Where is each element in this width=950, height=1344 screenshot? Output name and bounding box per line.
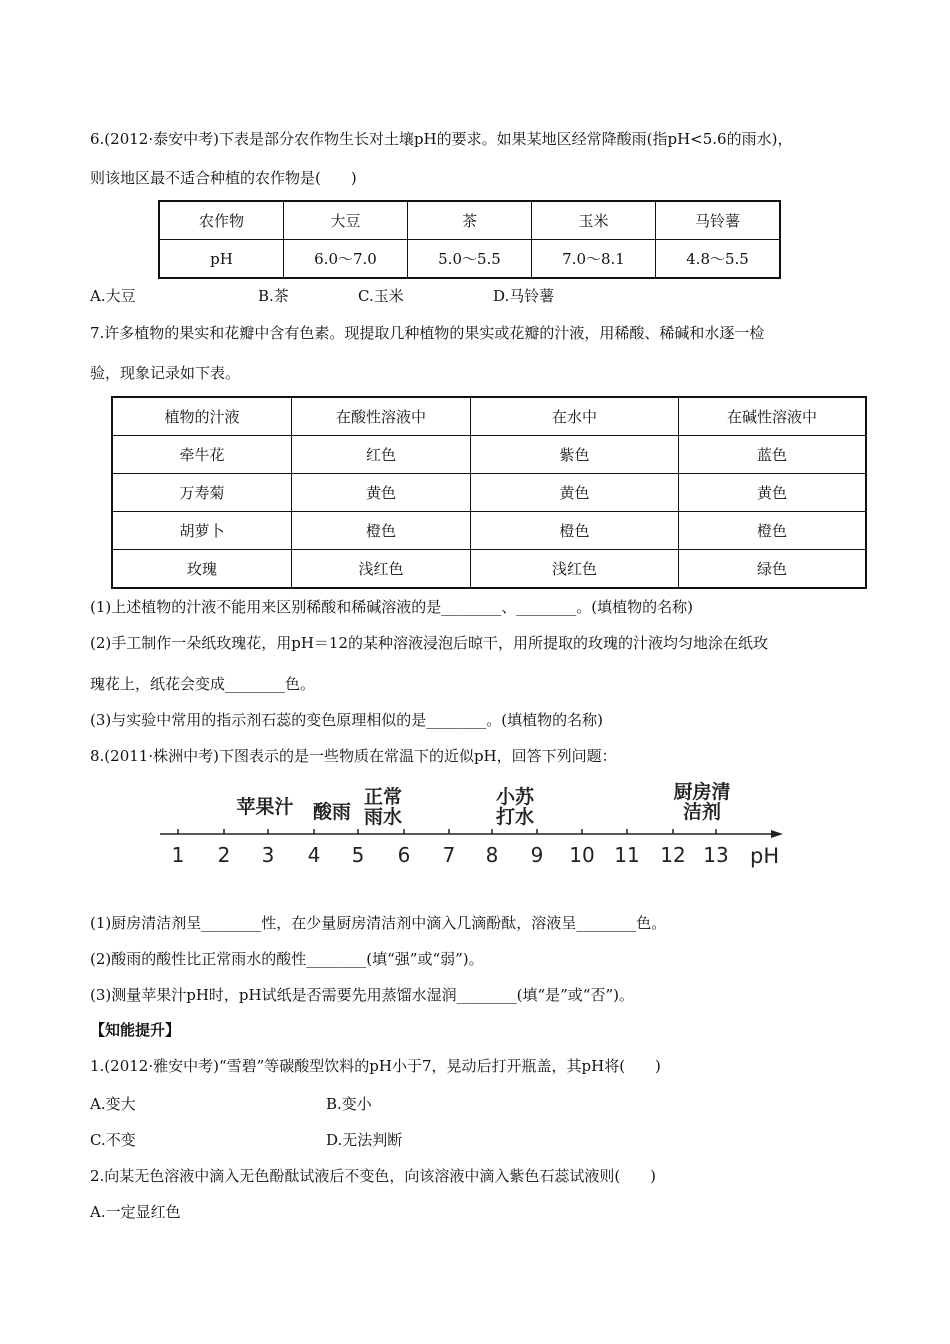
ph-tick-label: 7 [442,843,456,867]
section-q2: 2.向某无色溶液中滴入无色酚酞试液后不变色，向该溶液中滴入紫色石蕊试液则( ) [90,1167,657,1185]
ph-tick-label: 2 [217,843,231,867]
ph-substance-label: 酸雨 [312,801,352,823]
ph-tick-label: 4 [307,843,321,867]
table-row [112,550,866,589]
table-cell: pH [159,240,284,279]
q6-option-c: C.玉米 [358,287,404,305]
table-row [159,240,780,279]
section-q2-option-a: A.一定显红色 [90,1203,181,1221]
ph-tick-label: 6 [397,843,411,867]
q6-stem-line2: 则该地区最不适合种植的农作物是( ) [90,169,357,187]
table-cell: 黄色 [679,474,867,512]
table-cell: 5.0～5.5 [408,240,532,279]
table-row [112,397,866,436]
table-cell: 马铃薯 [656,201,781,240]
ph-substance-label: 洁剂 [682,801,722,823]
plant-juice-table [111,396,867,589]
ph-substance-label: 厨房清 [673,781,731,803]
table-cell: 绿色 [679,550,867,589]
table-cell: 植物的汁液 [112,397,292,436]
table-cell: 农作物 [159,201,284,240]
table-cell: 6.0～7.0 [284,240,408,279]
q8-sub2: (2)酸雨的酸性比正常雨水的酸性________(填“强”或“弱”)。 [90,950,484,968]
table-row [112,474,866,512]
section-q1-option-b: B.变小 [326,1095,372,1113]
table-cell: 胡萝卜 [112,512,292,550]
ph-tick-label: 1 [171,843,185,867]
q7-sub3: (3)与实验中常用的指示剂石蕊的变色原理相似的是________。(填植物的名称) [90,711,603,729]
table-cell: 浅红色 [471,550,679,589]
table-row [112,512,866,550]
table-cell: 橙色 [471,512,679,550]
section-q1-option-c: C.不变 [90,1131,136,1149]
table-cell: 黄色 [471,474,679,512]
q6-stem-line1: 6.(2012·泰安中考)下表是部分农作物生长对土壤pH的要求。如果某地区经常降酸雨(指pH<5.6的雨水)， [90,130,793,148]
ph-substance-label: 正常 [363,786,403,808]
ph-tick-label: 9 [530,843,544,867]
table-cell: 万寿菊 [112,474,292,512]
table-cell: 玫瑰 [112,550,292,589]
ph-tick-label: 13 [703,843,729,867]
table-row [112,436,866,474]
ph-tick-label: 5 [351,843,365,867]
ph-unit-label: pH [750,844,780,868]
section-q1-option-d: D.无法判断 [326,1131,403,1149]
table-cell: 在酸性溶液中 [292,397,471,436]
q7-sub2-line2: 瑰花上，纸花会变成________色。 [90,675,316,693]
ph-tick-label: 3 [261,843,275,867]
ph-substance-label: 打水 [495,806,535,828]
ph-tick-label: 11 [614,843,640,867]
ph-labels [236,780,730,828]
section-q1-option-a: A.变大 [90,1095,136,1113]
crop-ph-table [158,200,781,279]
q6-option-a: A.大豆 [90,287,136,305]
table-cell: 牵牛花 [112,436,292,474]
table-cell: 在水中 [471,397,679,436]
q8-stem: 8.(2011·株洲中考)下图表示的是一些物质在常温下的近似pH，回答下列问题： [90,747,617,765]
q6-option-d: D.马铃薯 [493,287,555,305]
table-cell: 蓝色 [679,436,867,474]
ph-tick-label: 12 [660,843,686,867]
ph-substance-label: 小苏 [495,786,535,808]
q7-stem-line2: 验，现象记录如下表。 [90,364,241,382]
table-cell: 4.8～5.5 [656,240,781,279]
table-cell: 玉米 [532,201,656,240]
section-title: 【知能提升】 [90,1021,181,1039]
q7-sub1: (1)上述植物的汁液不能用来区别稀酸和稀碱溶液的是________、________。(填植物的名称) [90,598,693,616]
ph-tick-label: 8 [485,843,499,867]
table-cell: 紫色 [471,436,679,474]
ph-axis-arrow [771,830,783,838]
table-cell: 黄色 [292,474,471,512]
table-cell: 浅红色 [292,550,471,589]
table-cell: 7.0～8.1 [532,240,656,279]
q8-sub1: (1)厨房清洁剂呈________性，在少量厨房清洁剂中滴入几滴酚酞，溶液呈________色。 [90,914,667,932]
ph-tick-label: 10 [569,843,595,867]
table-row [159,201,780,240]
ph-substance-label: 苹果汁 [236,796,294,818]
ph-scale-figure [0,775,950,875]
table-cell: 茶 [408,201,532,240]
section-q1: 1.(2012·雅安中考)“雪碧”等碳酸型饮料的pH小于7，晃动后打开瓶盖，其pH将( ) [90,1057,661,1075]
q7-sub2-line1: (2)手工制作一朵纸玫瑰花，用pH＝12的某种溶液浸泡后晾干，用所提取的玫瑰的汁液均匀地涂在纸玫 [90,634,769,652]
table-cell: 红色 [292,436,471,474]
q7-stem-line1: 7.许多植物的果实和花瓣中含有色素。现提取几种植物的果实或花瓣的汁液，用稀酸、稀碱和水逐一检 [90,324,765,342]
table-cell: 橙色 [679,512,867,550]
table-cell: 在碱性溶液中 [679,397,867,436]
table-cell: 橙色 [292,512,471,550]
q6-option-b: B.茶 [258,287,289,305]
table-cell: 大豆 [284,201,408,240]
q8-sub3: (3)测量苹果汁pH时，pH试纸是否需要先用蒸馏水湿润________(填“是”或“否”)。 [90,986,634,1004]
ph-substance-label: 雨水 [363,806,403,828]
